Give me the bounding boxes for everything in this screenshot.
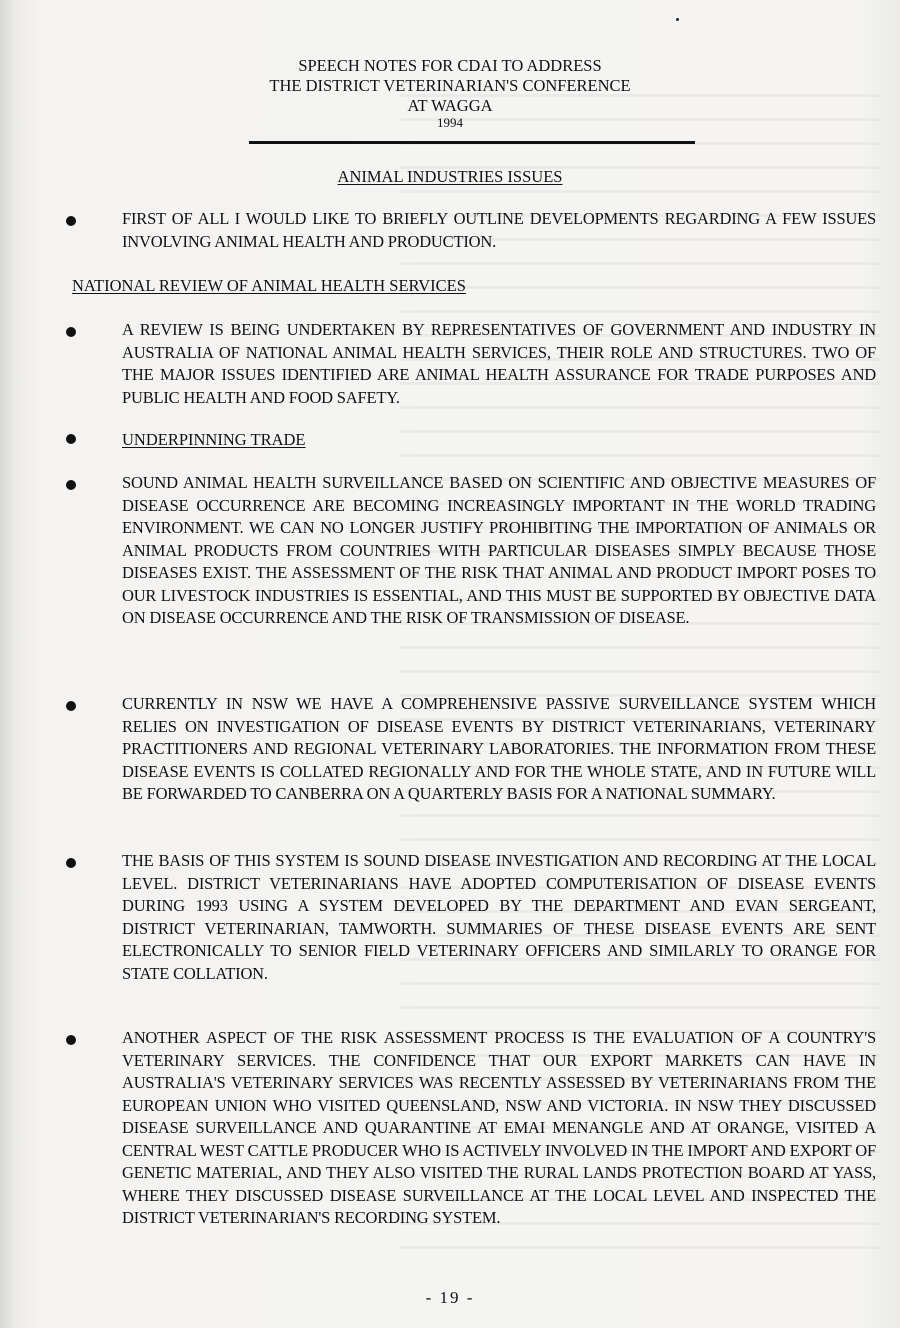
bullet-dot bbox=[66, 327, 76, 337]
scan-speck bbox=[676, 18, 679, 21]
page-title: ANIMAL INDUSTRIES ISSUES bbox=[337, 167, 563, 186]
header-year: 1994 bbox=[437, 115, 463, 130]
header-line-2: THE DISTRICT VETERINARIAN'S CONFERENCE bbox=[269, 76, 631, 95]
review-bullet-text: A REVIEW IS BEING UNDERTAKEN BY REPRESENTATIVES OF GOVERNMENT AND INDUSTRY IN AUSTRALIA OF NATIONAL ANIMAL HEALTH SERVICES, THEIR ROLE AND STRUCTURES. TWO OF THE MAJOR ISSUES IDENTIFIED ARE ANIMAL HEALTH ASSURANCE FOR TRADE PURPOSES AND PUBLIC HEALTH AND FOOD SAFETY. bbox=[122, 320, 876, 407]
bullet-item bbox=[66, 472, 886, 630]
document-header bbox=[0, 56, 900, 130]
bullet-dot bbox=[66, 434, 76, 444]
header-rule bbox=[249, 141, 695, 144]
page-number: - 19 - bbox=[425, 1288, 475, 1307]
header-line-1: SPEECH NOTES FOR CDAI TO ADDRESS bbox=[298, 56, 602, 75]
review-bullet bbox=[66, 319, 886, 409]
bullet-text: THE BASIS OF THIS SYSTEM IS SOUND DISEASE INVESTIGATION AND RECORDING AT THE LOCAL LEVEL. DISTRICT VETERINARIANS HAVE ADOPTED COMPUTERISATION OF DISEASE EVENTS DURING 1993 USING A SYSTEM DEVELOPED BY THE DEPARTMENT AND EVAN SERGEANT, DISTRICT VETERINARIAN, TAMWORTH. SUMMARIES OF THESE DISEASE EVENTS ARE SENT ELECTRONICALLY TO SENIOR FIELD VETERINARY OFFICERS AND SIMILARLY TO ORANGE FOR STATE COLLATION. bbox=[122, 851, 876, 983]
bullet-text: ANOTHER ASPECT OF THE RISK ASSESSMENT PROCESS IS THE EVALUATION OF A COUNTRY'S VETERINARY SERVICES. THE CONFIDENCE THAT OUR EXPORT MARKETS CAN HAVE IN AUSTRALIA'S VETERINARY SERVICES WAS RECENTLY ASSESSED BY VETERINARIANS FROM THE EUROPEAN UNION WHO VISITED QUEENSLAND, NSW AND VICTORIA. IN NSW THEY DISCUSSED DISEASE SURVEILLANCE AND QUARANTINE AT EMAI MENANGLE AND AT ORANGE, VISITED A CENTRAL WEST CATTLE PRODUCER WHO IS ACTIVELY INVOLVED IN THE IMPORT AND EXPORT OF GENETIC MATERIAL, AND THEY ALSO VISITED THE RURAL LANDS PROTECTION BOARD AT YASS, WHERE THEY DISCUSSED DISEASE SURVEILLANCE AT THE LOCAL LEVEL AND INSPECTED THE DISTRICT VETERINARIAN'S RECORDING SYSTEM. bbox=[122, 1028, 876, 1227]
bullet-item bbox=[66, 850, 886, 985]
bullet-text: SOUND ANIMAL HEALTH SURVEILLANCE BASED ON SCIENTIFIC AND OBJECTIVE MEASURES OF DISEASE OCCURRENCE ARE BECOMING INCREASINGLY IMPORTANT IN THE WORLD TRADING ENVIRONMENT. WE CAN NO LONGER JUSTIFY PROHIBITING THE IMPORTATION OF ANIMALS OR ANIMAL PRODUCTS FROM COUNTRIES WITH PARTICULAR DISEASES SIMPLY BECAUSE THOSE DISEASES EXIST. THE ASSESSMENT OF THE RISK THAT ANIMAL AND PRODUCT IMPORT POSES TO OUR LIVESTOCK INDUSTRIES IS ESSENTIAL, AND THIS MUST BE SUPPORTED BY OBJECTIVE DATA ON DISEASE OCCURRENCE AND THE RISK OF TRANSMISSION OF DISEASE. bbox=[122, 473, 876, 627]
intro-bullet bbox=[66, 208, 886, 253]
bullet-dot bbox=[66, 701, 76, 711]
bullet-item bbox=[66, 693, 886, 806]
bullet-item bbox=[66, 1027, 886, 1230]
section-heading: NATIONAL REVIEW OF ANIMAL HEALTH SERVICES bbox=[72, 276, 466, 295]
bullet-text: CURRENTLY IN NSW WE HAVE A COMPREHENSIVE PASSIVE SURVEILLANCE SYSTEM WHICH RELIES ON INVESTIGATION OF DISEASE EVENTS BY DISTRICT VETERINARIANS, VETERINARY PRACTITIONERS AND REGIONAL VETERINARY LABORATORIES. THE INFORMATION FROM THESE DISEASE EVENTS IS COLLATED REGIONALLY AND FOR THE WHOLE STATE, AND IN FUTURE WILL BE FORWARDED TO CANBERRA ON A QUARTERLY BASIS FOR A NATIONAL SUMMARY. bbox=[122, 694, 876, 803]
bullet-dot bbox=[66, 480, 76, 490]
subheading: UNDERPINNING TRADE bbox=[122, 430, 306, 449]
header-line-3: AT WAGGA bbox=[407, 96, 493, 115]
bullet-dot bbox=[66, 216, 76, 226]
intro-bullet-text: FIRST OF ALL I WOULD LIKE TO BRIEFLY OUTLINE DEVELOPMENTS REGARDING A FEW ISSUES INVOLVING ANIMAL HEALTH AND PRODUCTION. bbox=[122, 209, 876, 251]
bullet-dot bbox=[66, 858, 76, 868]
bullet-dot bbox=[66, 1035, 76, 1045]
